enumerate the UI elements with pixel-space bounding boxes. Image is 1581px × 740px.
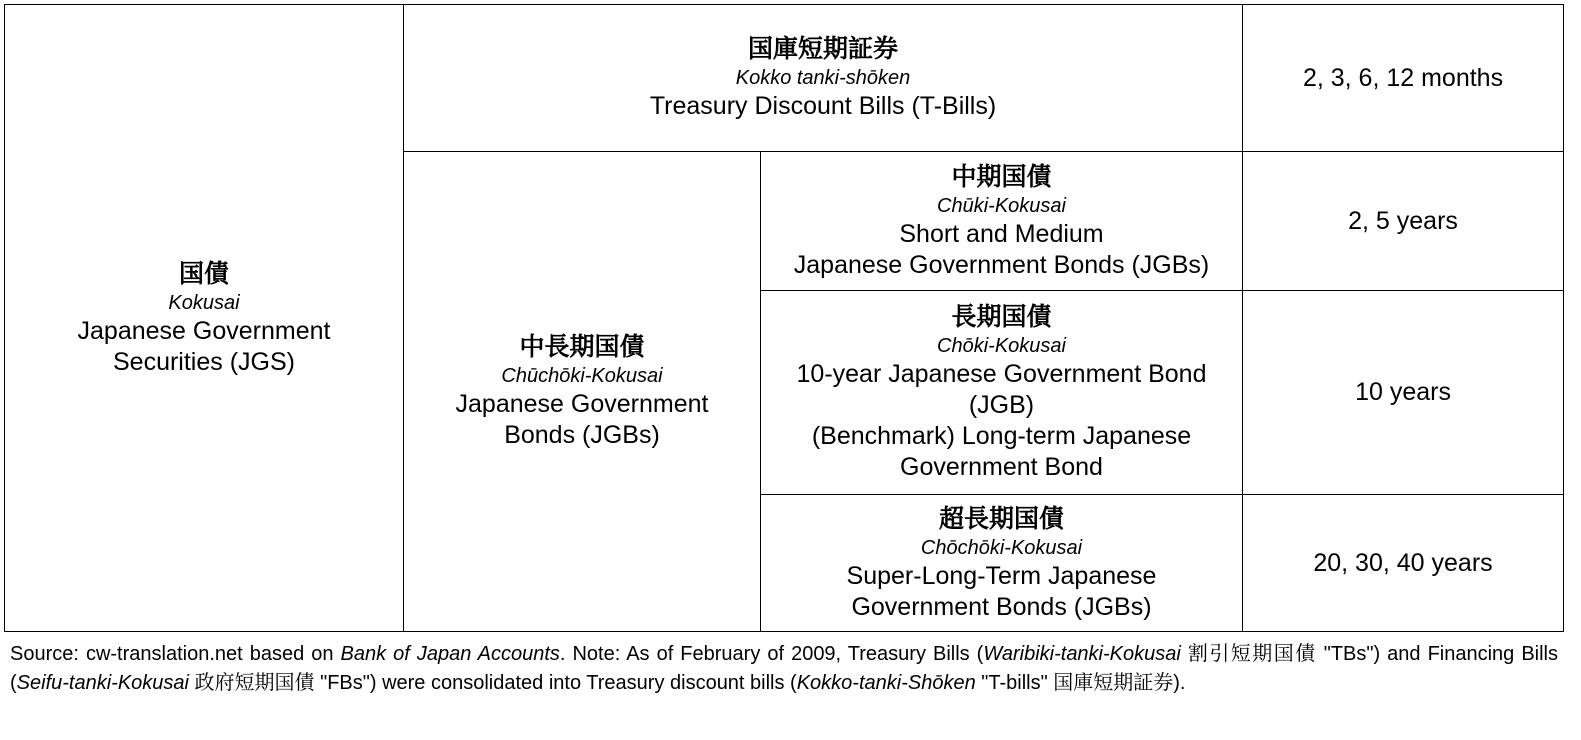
note-term: Waribiki-tanki-Kokusai [983,643,1181,665]
choki-romaji: Chōki-Kokusai [937,335,1066,357]
tbills-jp: 国庫短期証券 [748,35,899,63]
cell-kokusai [5,5,404,632]
kokusai-jp: 国債 [178,259,229,288]
chochoki-term: 20, 30, 40 years [1243,495,1564,632]
chuki-term: 2, 5 years [1243,152,1564,291]
note-text: 政府短期国債 "FBs") were consolidated into Treasury discount bills ( [188,672,797,694]
chochoki-en: Super-Long-Term Japanese Government Bonds (JGBs) [846,561,1157,621]
note-text: . Note: As of February of 2009, Treasury Bills ( [559,643,984,665]
choki-en-line1: 10-year Japanese Government Bond (JGB) [796,360,1207,419]
chochoki-jp: 超長期国債 [939,504,1065,533]
chuki-en-line2: Japanese Government Bonds (JGBs) [793,250,1210,279]
chuchoki-romaji: Chūchōki-Kokusai [501,365,663,387]
chuki-en-line1: Short and Medium [899,219,1104,248]
note-term: Kokko-tanki-Shōken [796,672,976,694]
note-text: Source: cw-translation.net based on [10,643,341,665]
choki-jp: 長期国債 [951,303,1052,331]
note-citation: Bank of Japan Accounts [340,643,560,665]
cell-chochoki [761,495,1243,632]
chuki-jp: 中期国債 [951,162,1052,191]
tbills-romaji: Kokko tanki-shōken [735,67,911,89]
note-text: "T-bills" 国庫短期証券). [975,672,1186,694]
chuchoki-en: Japanese Government Bonds (JGBs) [455,390,709,449]
kokusai-en: Japanese Government Securities (JGS) [77,316,331,376]
note-text: 割引短期国債 "TBs") and Financing Bills ( [10,643,1558,694]
tbills-en: Treasury Discount Bills (T-Bills) [649,92,997,120]
cell-choki [761,291,1243,495]
chochoki-romaji: Chōchōki-Kokusai [920,536,1083,559]
chuki-romaji: Chūki-Kokusai [937,194,1066,217]
jgs-table [4,4,1564,632]
cell-chuchoki [404,152,761,632]
note-term: Seifu-tanki-Kokusai [16,672,189,694]
chuchoki-jp: 中長期国債 [519,333,645,361]
tbills-term: 2, 3, 6, 12 months [1243,5,1564,152]
choki-term: 10 years [1243,291,1564,495]
kokusai-romaji: Kokusai [168,291,240,314]
cell-tbills [404,5,1243,152]
cell-chuki [761,152,1243,291]
choki-en-line2: (Benchmark) Long-term Japanese Government Bond [811,422,1192,481]
source-note [10,640,1558,698]
